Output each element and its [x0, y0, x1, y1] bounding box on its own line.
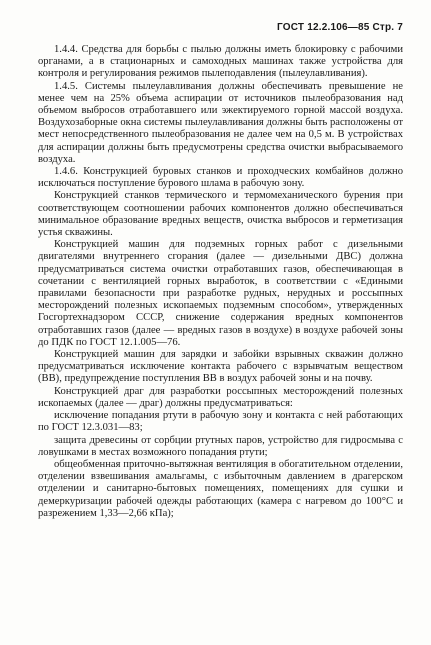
paragraph-diesel-machines: Конструкцией машин для подземных горных работ с дизельными двигателями внутреннего сгорания (далее — дизельными ДВС) должна предусматриваться система очистки отработавших газов, обеспечивающая в сочетании с вентиляцией горных выработок, в соответствии с «Едиными правилами безопасности при разработке рудных, нерудных и россыпных месторождений полезных ископаемых подземным способом», утвержденных Госгортехнадзором СССР, снижение содержания вредных компонентов отработавших газов (далее — вредных газов в воздухе) в воздухе рабочей зоны до ПДК по ГОСТ 12.1.005—76. — [38, 239, 403, 348]
paragraph-1-4-4: 1.4.4. Средства для борьбы с пылью должны иметь блокировку с рабочими органами, а в стационарных и самоходных машинах также устройства для контроля и регулирования режимов пылеподавления (пылеулавливания). — [38, 44, 403, 80]
paragraph-thermal-drilling: Конструкцией станков термического и термомеханического бурения при соответствующем соотношении рабочих компонентов должно обеспечиваться минимальное образование вредных веществ, очистка выбросов и герметизация устья скважины. — [38, 190, 403, 239]
paragraph-dredges: Конструкцией драг для разработки россыпных месторождений полезных ископаемых (далее — драг) должны предусматриваться: — [38, 385, 403, 409]
paragraph-ventilation: общеобменная приточно-вытяжная вентиляция в обогатительном отделении, отделении взвешивания амальгамы, с избыточным давлением в драгерском отделении и санитарно-бытовых помещениях, помещениях для сушки и демеркуризации рабочей одежды работающих (камера с нагревом до 100°С и разрежением 1,33—2,66 кПа); — [38, 458, 403, 519]
page-header: ГОСТ 12.2.106—85 Стр. 7 — [277, 22, 403, 33]
paragraph-1-4-6: 1.4.6. Конструкцией буровых станков и проходческих комбайнов должно исключаться поступление бурового шлама в рабочую зону. — [38, 166, 403, 190]
paragraph-1-4-5: 1.4.5. Системы пылеулавливания должны обеспечивать превышение не менее чем на 25% объема аспирации от источников пылеобразования над объемом выбросов отработавшего или эжектируемого горной массой воздуха. Воздухозаборные окна системы пылеулавливания должны быть расположены от мест непосредственного пылеобразования не далее чем на 0,5 м. В устройствах для аспирации должны быть предусмотрены средства очистки выбрасываемого воздуха. — [38, 80, 403, 165]
paragraph-wood-protection: защита древесины от сорбции ртутных паров, устройство для гидросмыва с ловушками в местах возможного попадания ртути; — [38, 434, 403, 458]
document-body — [38, 44, 403, 520]
paragraph-charging-machines: Конструкцией машин для зарядки и забойки взрывных скважин должно предусматриваться исключение контакта рабочего с взрывчатым веществом (ВВ), предупреждение поступления ВВ в воздух рабочей зоны и на почву. — [38, 349, 403, 385]
paragraph-mercury-exclusion: исключение попадания ртути в рабочую зону и контакта с ней работающих по ГОСТ 12.3.031—83; — [38, 410, 403, 434]
